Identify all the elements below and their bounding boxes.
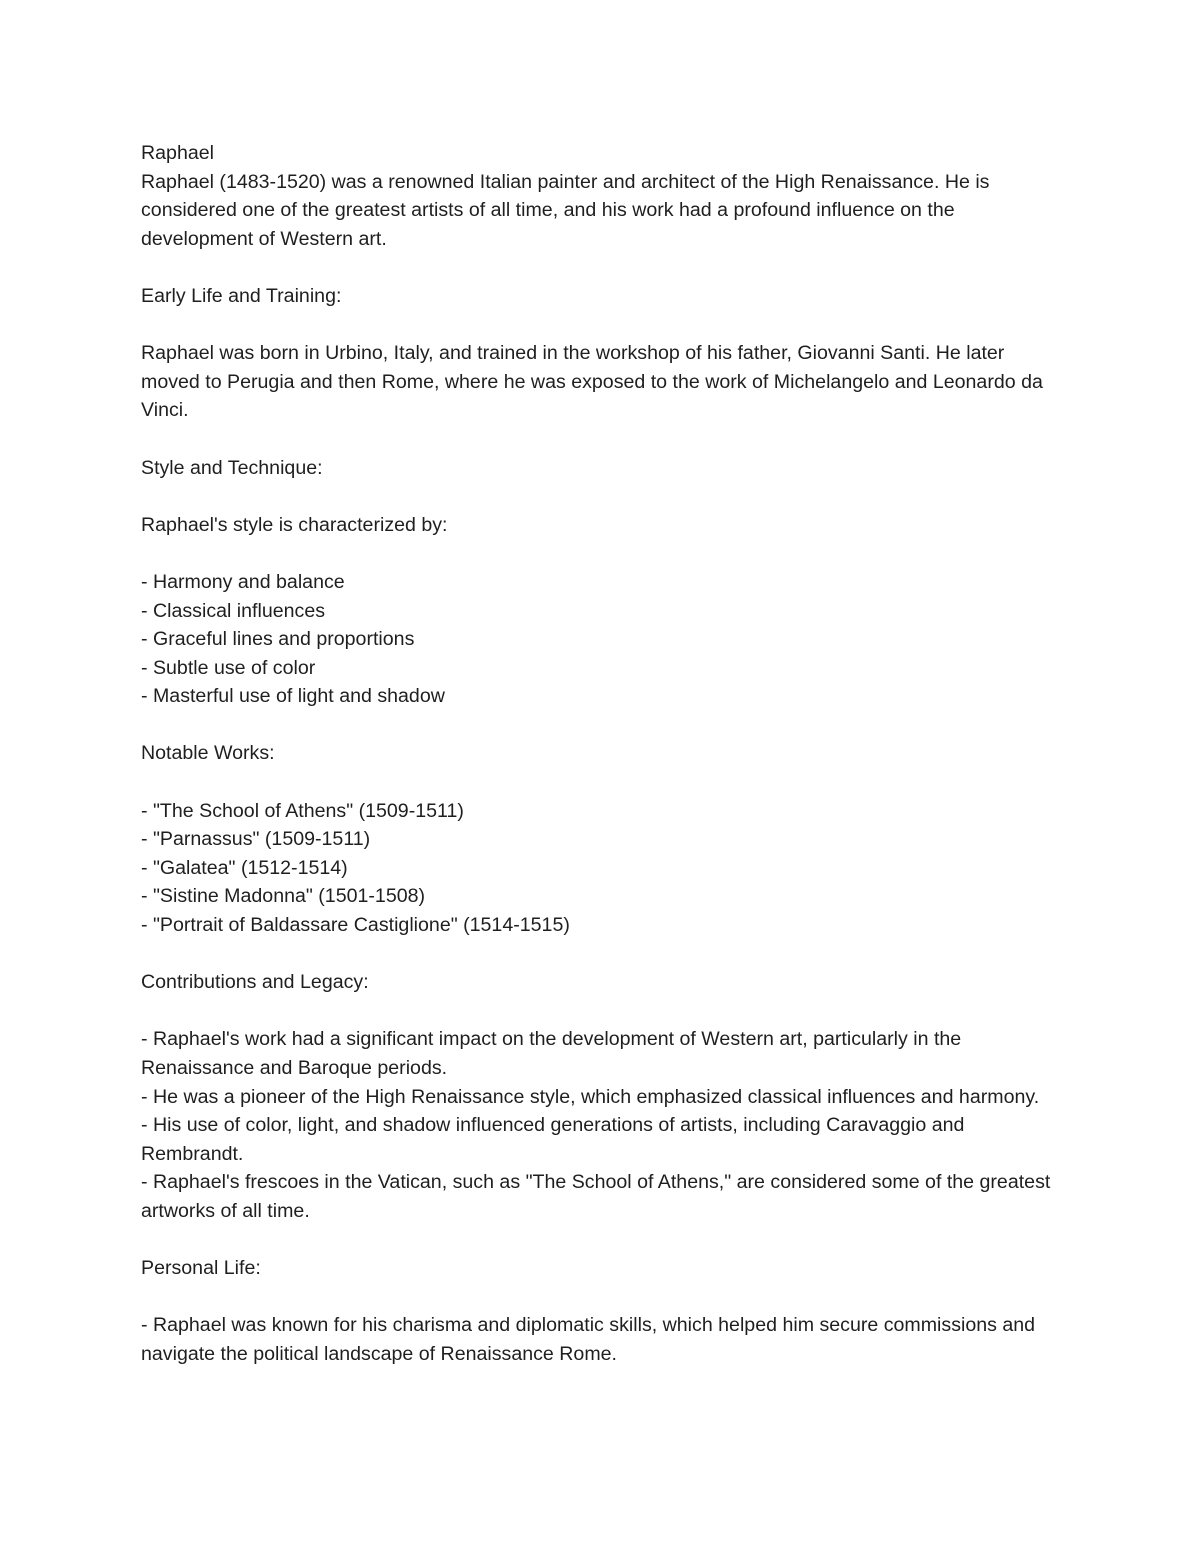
intro-paragraph: Raphael (1483-1520) was a renowned Italian painter and architect of the High Renaissance. He is considered one of the greatest artists of all time, and his work had a profound influence on the development of Western art. (141, 170, 995, 250)
list-item: - Raphael's frescoes in the Vatican, such as "The School of Athens," are considered some of the greatest artworks of all time. (141, 1171, 1051, 1222)
legacy-heading: Contributions and Legacy: (141, 971, 369, 994)
spacer (141, 311, 1066, 340)
list-item: - "The School of Athens" (1509-1511) (141, 799, 464, 822)
personal-list (141, 1311, 1066, 1368)
spacer (141, 768, 1066, 797)
works-list (141, 797, 1066, 940)
works-heading: Notable Works: (141, 742, 275, 765)
list-item: - Raphael's work had a significant impact on the development of Western art, particularly in the Renaissance and Baroque periods. (141, 1028, 962, 1079)
list-item: - Masterful use of light and shadow (141, 685, 445, 708)
list-item: - He was a pioneer of the High Renaissance style, which emphasized classical influences and harmony. (141, 1085, 1040, 1108)
spacer (141, 1283, 1066, 1312)
list-item: - Raphael was known for his charisma and diplomatic skills, which helped him secure commissions and navigate the political landscape of Renaissance Rome. (141, 1314, 1036, 1365)
style-heading: Style and Technique: (141, 456, 323, 479)
list-item: - Classical influences (141, 599, 326, 622)
spacer (141, 539, 1066, 568)
list-item: - Subtle use of color (141, 656, 316, 679)
document-body (141, 139, 1066, 1369)
spacer (141, 482, 1066, 511)
spacer (141, 711, 1066, 740)
spacer (141, 940, 1066, 969)
list-item: - His use of color, light, and shadow influenced generations of artists, including Caravaggio and Rembrandt. (141, 1114, 965, 1165)
spacer (141, 253, 1066, 282)
spacer (141, 425, 1066, 454)
list-item: - Graceful lines and proportions (141, 628, 415, 651)
list-item: - "Sistine Madonna" (1501-1508) (141, 885, 426, 908)
style-list (141, 568, 1066, 711)
early-life-heading: Early Life and Training: (141, 284, 342, 307)
spacer (141, 1226, 1066, 1255)
list-item: - "Parnassus" (1509-1511) (141, 828, 371, 851)
personal-heading: Personal Life: (141, 1257, 261, 1280)
legacy-list (141, 1025, 1066, 1225)
list-item: - "Portrait of Baldassare Castiglione" (1514-1515) (141, 914, 570, 937)
document-title: Raphael (141, 142, 214, 164)
list-item: - Harmony and balance (141, 570, 345, 593)
list-item: - "Galatea" (1512-1514) (141, 856, 348, 879)
style-lead: Raphael's style is characterized by: (141, 513, 448, 536)
spacer (141, 997, 1066, 1026)
early-life-paragraph: Raphael was born in Urbino, Italy, and trained in the workshop of his father, Giovanni Santi. He later moved to Perugia and then Rome, where he was exposed to the work of Michelangelo and Leonardo da Vinci. (141, 342, 1049, 422)
